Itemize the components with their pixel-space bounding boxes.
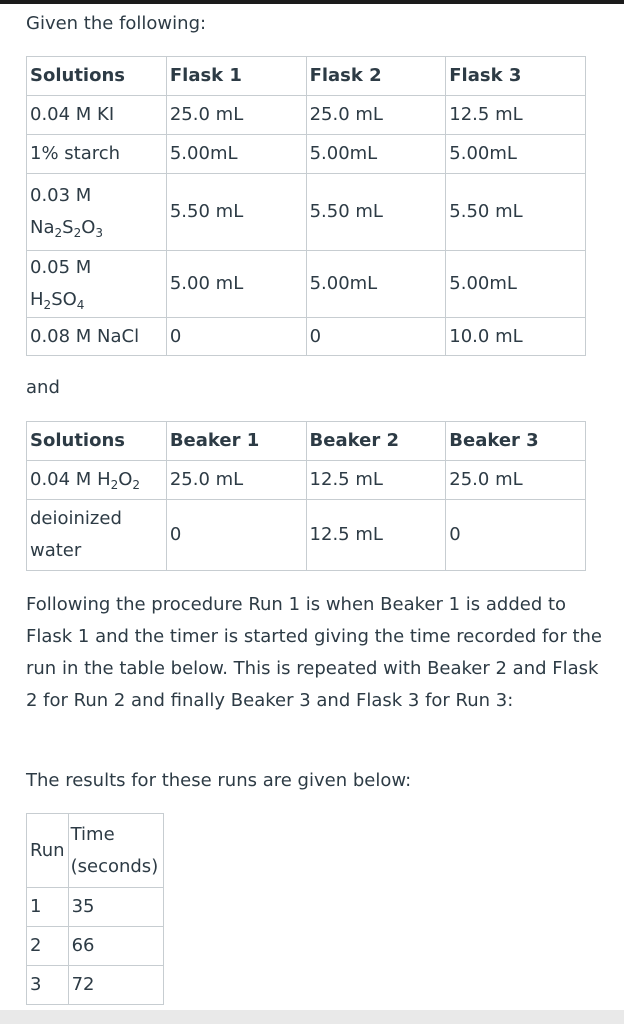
table-row	[27, 57, 586, 96]
beaker-table	[26, 421, 586, 571]
table-cell: 5.00mL	[446, 251, 586, 318]
table-header: Beaker 3	[446, 422, 586, 461]
table-header: Solutions	[27, 57, 167, 96]
table-header: Flask 1	[166, 57, 306, 96]
table-header: Solutions	[27, 422, 167, 461]
table-row	[27, 135, 586, 174]
peroxide-conc: 0.04 M	[30, 469, 92, 490]
flask-table	[26, 56, 586, 356]
table-row	[27, 888, 164, 927]
table-row	[27, 422, 586, 461]
table-cell: 5.00mL	[306, 135, 446, 174]
table-cell: deioinized water	[27, 500, 167, 571]
procedure-paragraph: Following the procedure Run 1 is when Beaker 1 is added to Flask 1 and the timer is started giving the time recorded for the run in the table below. This is repeated with Beaker 2 and Flask 2 for Run 2 and finally Beaker 3 and Flask 3 for Run 3:	[26, 594, 602, 711]
results-table	[26, 813, 164, 1005]
table-row	[27, 251, 586, 318]
table-header: Flask 2	[306, 57, 446, 96]
intro-text: Given the following:	[26, 13, 207, 34]
table-row	[27, 174, 586, 251]
top-bar	[0, 0, 624, 4]
table-cell: 0	[306, 318, 446, 356]
table-header: Beaker 2	[306, 422, 446, 461]
table-cell: 0.04 M KI	[27, 96, 167, 135]
table-cell: 0	[166, 500, 306, 571]
table-cell: 3	[27, 966, 69, 1005]
table-cell: 12.5 mL	[306, 461, 446, 500]
table-header: Time (seconds)	[68, 814, 163, 888]
table-cell	[27, 174, 167, 251]
table-cell: 5.00mL	[446, 135, 586, 174]
table-row	[27, 96, 586, 135]
table-cell: 66	[68, 927, 163, 966]
table-row	[27, 500, 586, 571]
and-text: and	[26, 377, 60, 398]
table-header: Flask 3	[446, 57, 586, 96]
thiosulfate-conc: 0.03 M	[30, 185, 92, 206]
table-header: Beaker 1	[166, 422, 306, 461]
table-cell: 10.0 mL	[446, 318, 586, 356]
table-row	[27, 927, 164, 966]
table-cell: 25.0 mL	[166, 461, 306, 500]
thiosulfate-formula: $Na_2S_2O_3$	[30, 217, 104, 240]
table-cell: 12.5 mL	[306, 500, 446, 571]
table-cell: 5.50 mL	[306, 174, 446, 251]
table-row	[27, 966, 164, 1005]
table-row	[27, 461, 586, 500]
table-cell: 5.00mL	[166, 135, 306, 174]
bottom-bar	[0, 1010, 624, 1024]
table-cell: 5.00 mL	[166, 251, 306, 318]
acid-formula: $H_2SO_4$	[30, 289, 85, 312]
table-cell: 1	[27, 888, 69, 927]
table-cell: 0.08 M NaCl	[27, 318, 167, 356]
table-cell: 72	[68, 966, 163, 1005]
table-cell: 25.0 mL	[306, 96, 446, 135]
table-cell: 0	[166, 318, 306, 356]
table-cell: 35	[68, 888, 163, 927]
table-cell: 5.00mL	[306, 251, 446, 318]
table-row	[27, 814, 164, 888]
table-cell: 0	[446, 500, 586, 571]
table-cell: 5.50 mL	[446, 174, 586, 251]
table-cell	[27, 251, 167, 318]
table-cell: 0.04 M $H_2O_2$	[27, 461, 167, 500]
table-header: Run	[27, 814, 69, 888]
results-intro: The results for these runs are given below:	[26, 770, 412, 791]
table-cell: 25.0 mL	[166, 96, 306, 135]
table-cell: 5.50 mL	[166, 174, 306, 251]
table-cell: 2	[27, 927, 69, 966]
table-cell: 25.0 mL	[446, 461, 586, 500]
table-cell: 12.5 mL	[446, 96, 586, 135]
table-row	[27, 318, 586, 356]
acid-conc: 0.05 M	[30, 257, 92, 278]
table-cell: 1% starch	[27, 135, 167, 174]
